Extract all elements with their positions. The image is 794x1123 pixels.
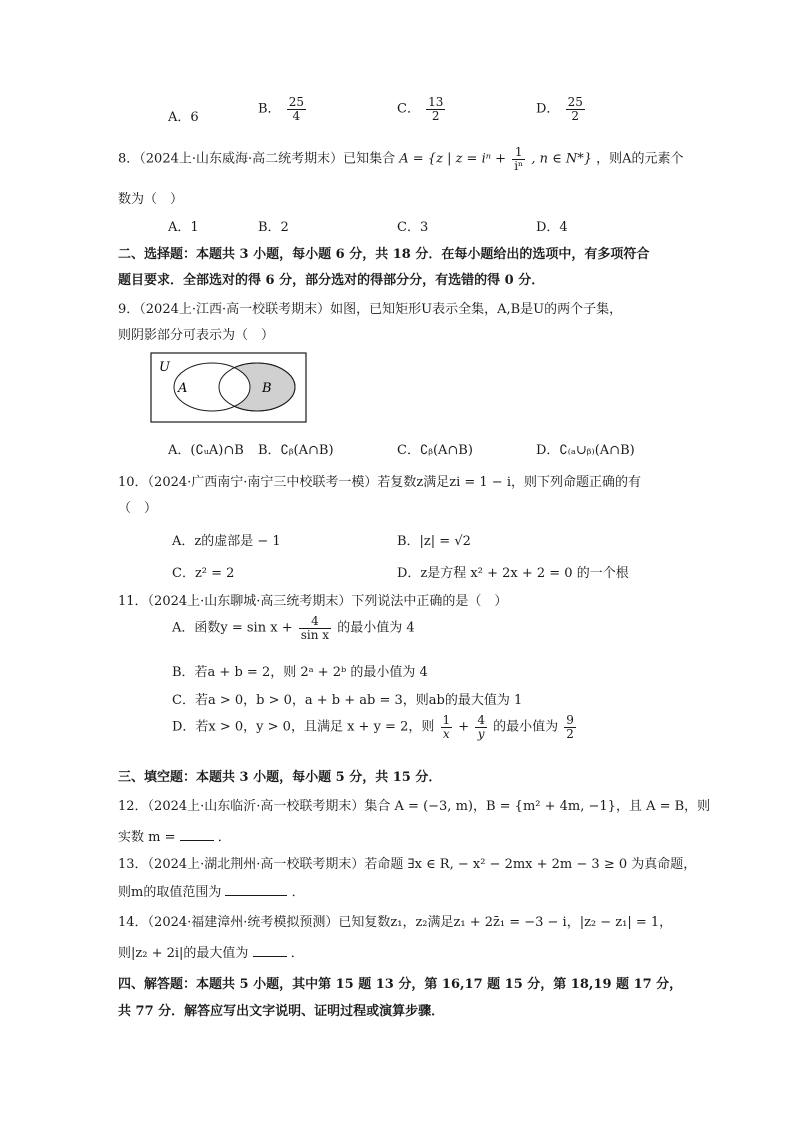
section-2-heading-line2: 题目要求．全部选对的得 6 分，部分选对的得部分分，有选错的得 0 分．: [118, 273, 545, 288]
q8-option-d: D．4: [536, 220, 568, 235]
q11-option-a-tail: 的最小值为 4: [337, 620, 415, 636]
venn-diagram: [150, 352, 308, 424]
q7-option-d-fraction: $\frac{25}{2}$: [567, 95, 583, 123]
q11-option-d-fraction-1: $\frac{1}{x}$: [442, 713, 451, 741]
q8-set-expr: A = {z | z = iⁿ +: [399, 151, 507, 167]
q7-option-a: A．6: [168, 110, 199, 125]
q7-option-d-label: D．: [536, 101, 560, 117]
q8-stem-line2: 数为（ ）: [118, 192, 184, 207]
q11-option-b: B．若a + b = 2，则 2ᵃ + 2ᵇ 的最小值为 4: [172, 665, 428, 680]
q14-stem: 14．（2024·福建漳州·统考模拟预测）已知复数z₁，z₂满足z₁ + 2z̄₁ = −3 − i，|z₂ − z₁| = 1，: [118, 915, 673, 930]
section-2-heading: 二、选择题：本题共 3 小题，每小题 6 分，共 18 分．在每小题给出的选项中，有多项符合: [118, 247, 650, 262]
q8-set-tail: , n ∈ N*}: [531, 151, 593, 167]
q9-option-b: B．∁ᵦ(A∩B): [258, 443, 334, 458]
q9-option-a: A．(∁ᵤA)∩B: [168, 443, 244, 458]
q9-stem: 9．（2024上·江西·高一校联考期末）如图，已知矩形U表示全集，A,B是U的两个子集，: [118, 302, 623, 317]
q12-line2-text: 实数 m =: [118, 830, 176, 845]
q8-option-b: B．2: [258, 220, 289, 235]
q10-option-c: C．z² = 2: [172, 566, 235, 581]
q8-option-a: A．1: [168, 220, 199, 235]
q12-stem-line2: [118, 826, 231, 845]
q10-option-b: B．|z| = √2: [397, 534, 471, 549]
q11-option-a-fraction: $\frac{4}{\text{sin x}}$: [300, 614, 330, 642]
q13-line2-text: 则m的取值范围为: [118, 885, 222, 900]
q7-option-c: [397, 96, 447, 122]
q14-stem-line2: [118, 942, 304, 961]
q7-option-b: [258, 96, 308, 122]
q14-line2-text: 则|z₂ + 2i|的最大值为: [118, 946, 249, 961]
section-4-heading: 四、解答题：本题共 5 小题，其中第 15 题 13 分，第 16,17 题 15 分，第 18,19 题 17 分，: [118, 977, 683, 992]
q11-option-d-plus: +: [458, 719, 470, 735]
q13-stem-line2: [118, 881, 305, 900]
q11-option-d: [172, 714, 578, 740]
q12-stem: 12．（2024上·山东临沂·高一校联考期末）集合 A = (−3, m)，B = {m² + 4m, −1}，且 A = B，则: [118, 799, 711, 814]
q10-stem-line2: （ ）: [118, 501, 158, 516]
q11-option-d-fraction-3: $\frac{9}{2}$: [566, 713, 574, 741]
venn-label-a: A: [178, 381, 188, 396]
q8-option-c: C．3: [397, 220, 429, 235]
q7-option-b-label: B．: [258, 101, 281, 117]
venn-label-u: U: [159, 360, 170, 375]
venn-label-b: B: [262, 381, 272, 396]
q7-option-b-fraction: $\frac{25}{4}$: [288, 95, 304, 123]
q11-option-d-fraction-2: $\frac{4}{y}$: [477, 713, 485, 741]
q7-option-c-fraction: $\frac{13}{2}$: [428, 95, 444, 123]
q10-option-d: D．z是方程 x² + 2x + 2 = 0 的一个根: [397, 566, 629, 581]
q13-line2-tail: ．: [291, 885, 305, 900]
section-3-heading: 三、填空题：本题共 3 小题，每小题 5 分，共 15 分．: [118, 770, 442, 785]
q11-option-a-text: A．函数y = sin x +: [172, 620, 293, 636]
q10-option-a: A．z的虚部是 − 1: [172, 534, 281, 549]
q13-stem: 13．（2024上·湖北荆州·高一校联考期末）若命题 ∃x ∈ R, − x² − 2mx + 2m − 3 ≥ 0 为真命题，: [118, 857, 697, 872]
q7-option-d: [536, 96, 587, 122]
q9-option-c: C．∁ᵦ(A∩B): [397, 443, 473, 458]
q8-stem-text: 8．（2024上·山东威海·高二统考期末）已知集合: [118, 151, 396, 167]
q12-answer-blank[interactable]: [180, 840, 214, 841]
q8-fraction: $\frac{1}{\text{iⁿ}}$: [514, 145, 524, 173]
q9-option-d: D．∁₍ₐ∪ᵦ₎(A∩B): [536, 443, 635, 458]
q13-answer-blank[interactable]: [225, 895, 287, 896]
q9-stem-line2: 则阴影部分可表示为（ ）: [118, 328, 275, 343]
q11-option-c: C．若a > 0，b > 0，a + b + ab = 3，则ab的最大值为 1: [172, 693, 523, 708]
q7-option-c-label: C．: [397, 101, 420, 117]
q11-option-a: [172, 615, 415, 641]
q14-line2-tail: ．: [290, 946, 304, 961]
q8-stem: [118, 146, 684, 172]
q11-stem: 11．（2024上·山东聊城·高三统考期末）下列说法中正确的是（ ）: [118, 594, 508, 609]
q11-option-d-mid: 的最小值为: [493, 719, 559, 735]
section-4-heading-line2: 共 77 分．解答应写出文字说明、证明过程或演算步骤．: [118, 1004, 445, 1019]
q10-stem: 10．（2024·广西南宁·南宁三中校联考一模）若复数z满足zi = 1 − i，则下列命题正确的有: [118, 475, 641, 490]
q14-answer-blank[interactable]: [253, 956, 287, 957]
q12-line2-tail: ．: [217, 830, 231, 845]
q11-option-d-text: D．若x > 0，y > 0，且满足 x + y = 2，则: [172, 719, 435, 735]
q8-stem-tail: ，则A的元素个: [596, 151, 684, 167]
